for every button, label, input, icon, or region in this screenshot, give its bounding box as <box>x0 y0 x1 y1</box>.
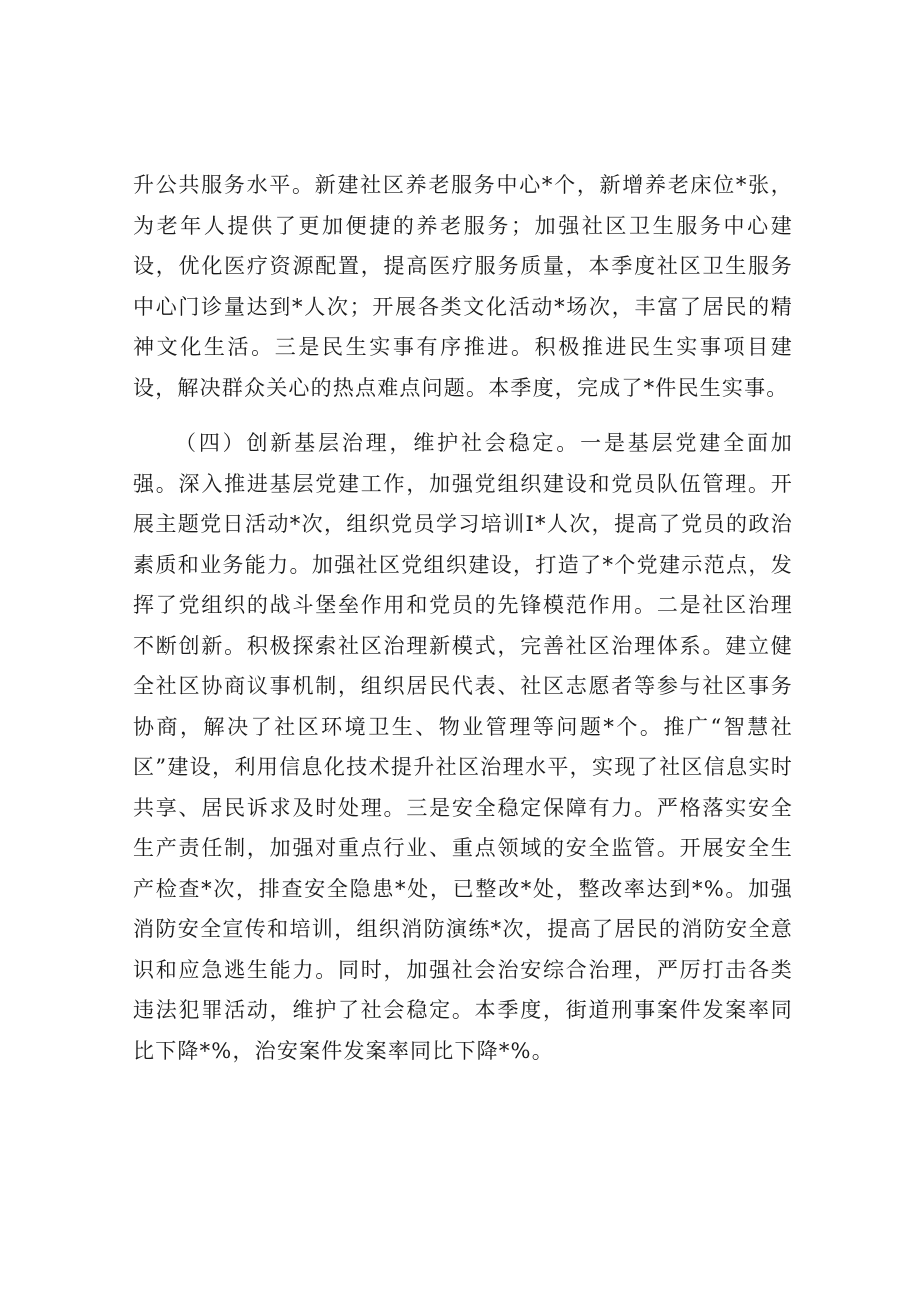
paragraph-block-1 <box>133 165 793 408</box>
body-paragraph-1: 升公共服务水平。新建社区养老服务中心*个，新增养老床位*张，为老年人提供了更加便捷的养老服务；加强社区卫生服务中心建设，优化医疗资源配置，提高医疗服务质量，本季度社区卫生服务中心门诊量达到*人次；开展各类文化活动*场次，丰富了居民的精神文化生活。三是民生实事有序推进。积极推进民生实事项目建设，解决群众关心的热点难点问题。本季度，完成了*件民生实事。 <box>133 173 793 400</box>
body-paragraph-2: （四）创新基层治理，维护社会稳定。一是基层党建全面加强。深入推进基层党建工作，加强党组织建设和党员队伍管理。开展主题党日活动*次，组织党员学习培训I*人次，提高了党员的政治素质和业务能力。加强社区党组织建设，打造了*个党建示范点，发挥了党组织的战斗堡垒作用和党员的先锋模范作用。二是社区治理不断创新。积极探索社区治理新模式，完善社区治理体系。建立健全社区协商议事机制，组织居民代表、社区志愿者等参与社区事务协商，解决了社区环境卫生、物业管理等问题*个。推广“智慧社区”建设，利用信息化技术提升社区治理水平，实现了社区信息实时共享、居民诉求及时处理。三是安全稳定保障有力。严格落实安全生产责任制，加强对重点行业、重点领域的安全监管。开展安全生产检查*次，排查安全隐患*处，已整改*处，整改率达到*%。加强消防安全宣传和培训，组织消防演练*次，提高了居民的消防安全意识和应急逃生能力。同时，加强社会治安综合治理，严厉打击各类违法犯罪活动，维护了社会稳定。本季度，街道刑事案件发案率同比下降*%，治安案件发案率同比下降*%。 <box>133 431 793 1063</box>
paragraph-block-2 <box>133 423 793 1071</box>
